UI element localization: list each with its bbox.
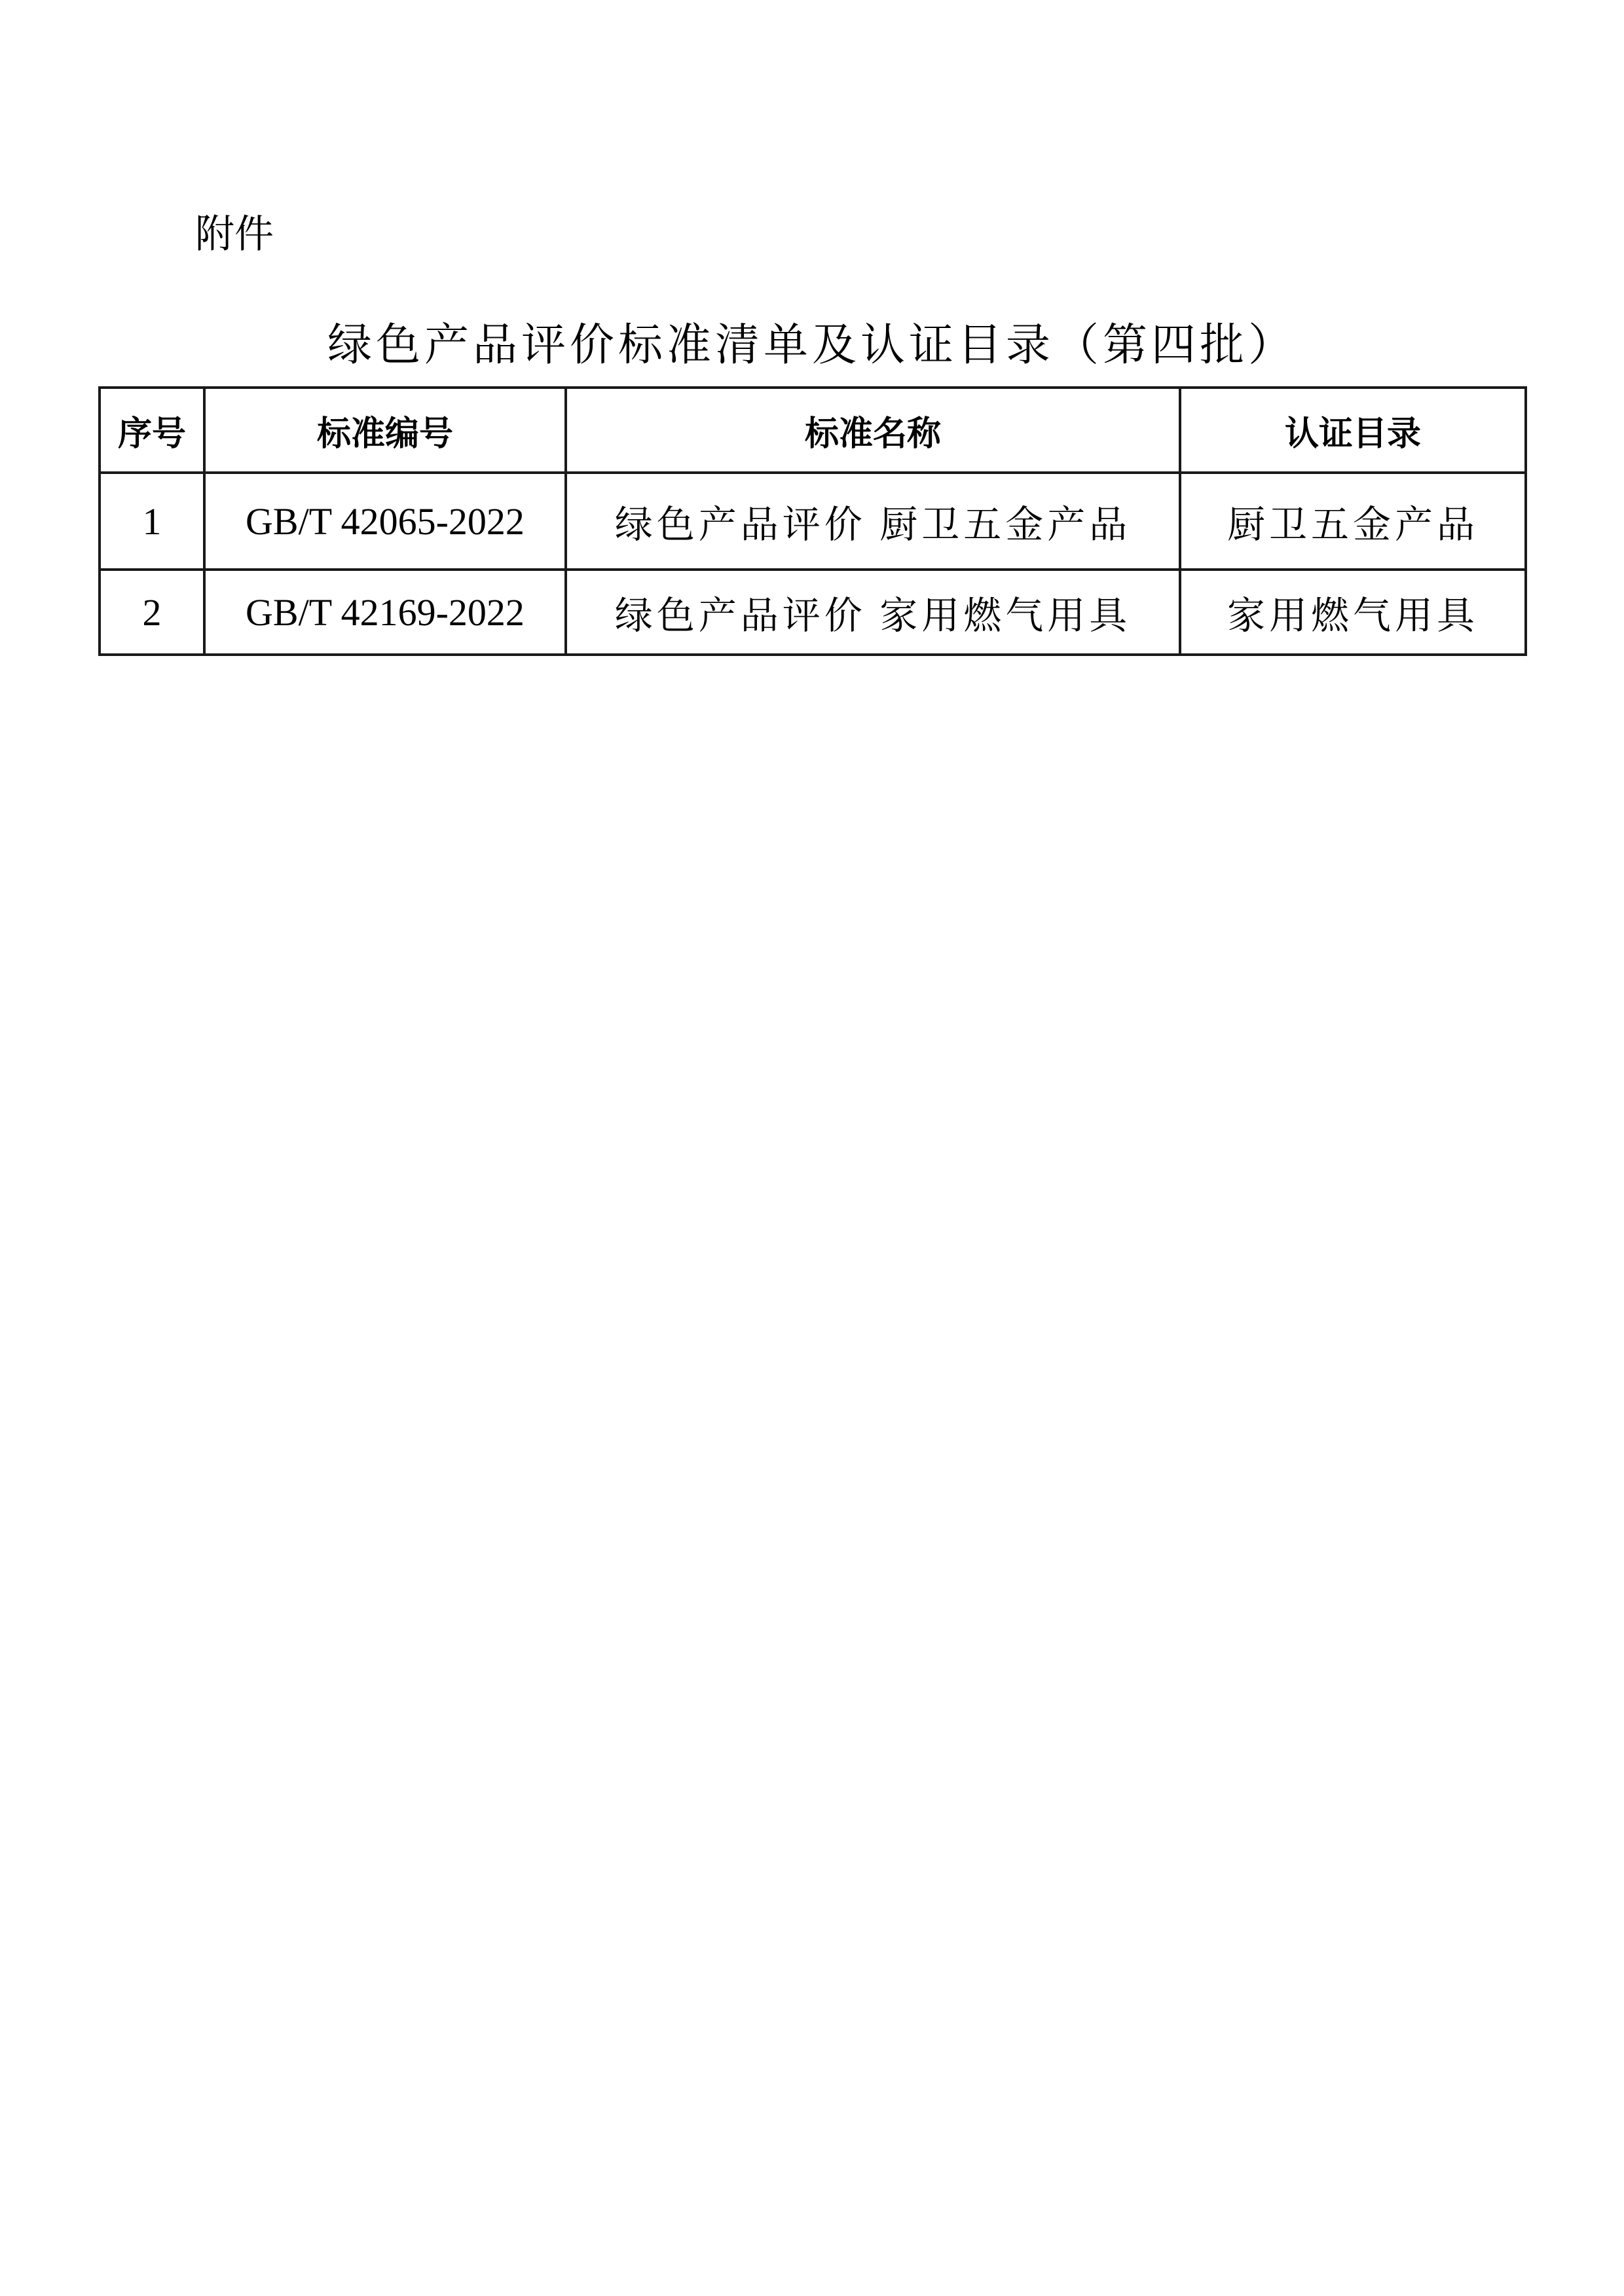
header-certification-catalog: 认证目录 [1180,388,1526,473]
header-standard-code: 标准编号 [204,388,566,473]
row-standard-code: GB/T 42065-2022 [204,473,566,570]
table-row [100,570,1526,655]
row-index: 2 [100,570,204,655]
row-standard-name: 绿色产品评价 厨卫五金产品 [566,473,1180,570]
table-row [100,473,1526,570]
document-title: 绿色产品评价标准清单及认证目录（第四批） [327,319,1297,371]
header-index: 序号 [100,388,204,473]
attachment-label: 附件 [195,211,274,257]
row-index: 1 [100,473,204,570]
standards-table [98,386,1527,656]
row-certification-catalog: 家用燃气用具 [1180,570,1526,655]
row-certification-catalog: 厨卫五金产品 [1180,473,1526,570]
table-header-row [100,388,1526,473]
row-standard-code: GB/T 42169-2022 [204,570,566,655]
header-standard-name: 标准名称 [566,388,1180,473]
row-standard-name: 绿色产品评价 家用燃气用具 [566,570,1180,655]
